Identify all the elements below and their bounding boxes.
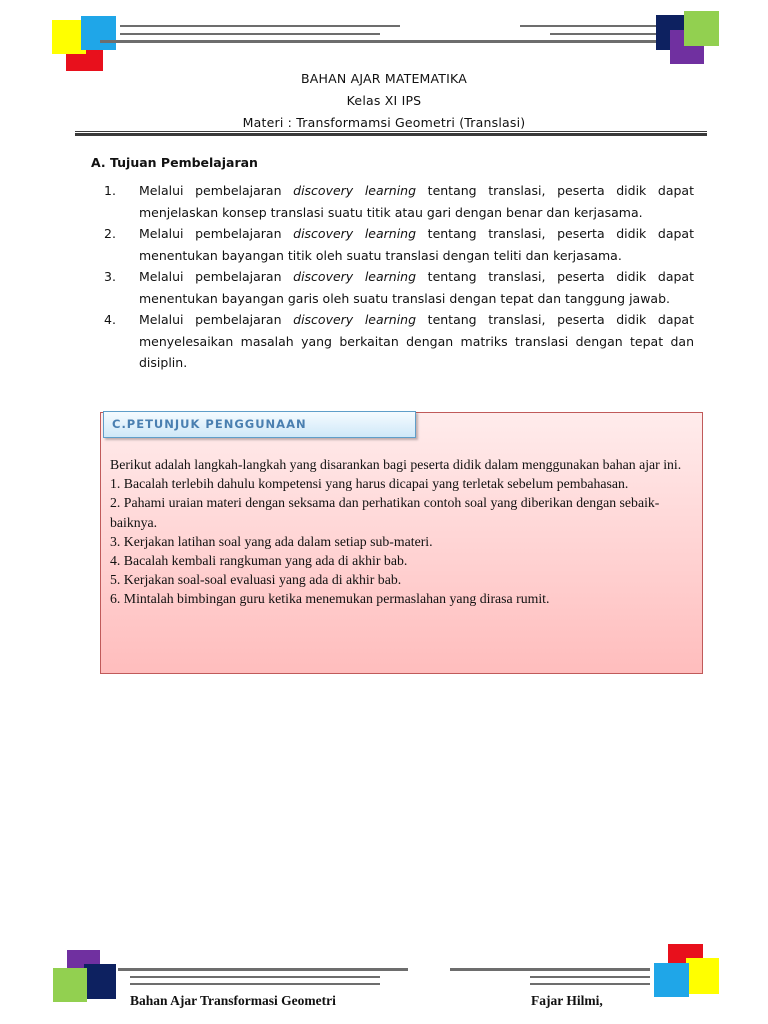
header-line: [120, 33, 380, 35]
item-text: Melalui pembelajaran discovery learning tentang translasi, peserta didik dapat menjelaskan konsep translasi suatu titik atau gari dengan benar dan kerjasama.: [139, 183, 694, 220]
item-text: Melalui pembelajaran discovery learning tentang translasi, peserta didik dapat menyelesaikan masalah yang berkaitan dengan matriks translasi dengan tepat dan disiplin.: [139, 312, 694, 370]
header-line: [550, 33, 660, 35]
header-line: [120, 25, 400, 27]
footer-title: Bahan Ajar Transformasi Geometri: [130, 993, 336, 1008]
item-number: 3.: [104, 269, 116, 284]
item-number: 1.: [104, 183, 116, 198]
deco-square-cyan: [81, 16, 116, 50]
instruction-line: 6. Mintalah bimbingan guru ketika menemukan permaslahan yang dirasa rumit.: [110, 591, 550, 607]
header-rule: [75, 131, 707, 132]
item-text: Melalui pembelajaran discovery learning tentang translasi, peserta didik dapat menentukan bayangan garis oleh suatu translasi dengan tepat dan tanggung jawab.: [139, 269, 694, 306]
item-number: 2.: [104, 226, 116, 241]
document-class: Kelas XI IPS: [346, 93, 422, 108]
instruction-line: Berikut adalah langkah-langkah yang disarankan bagi peserta didik dalam menggunakan bahan ajar ini.: [110, 457, 682, 472]
document-materi: Materi : Transformamsi Geometri (Translasi): [242, 115, 526, 130]
deco-square-navy: [84, 964, 116, 999]
list-item: [104, 180, 694, 223]
deco-square-green: [684, 11, 719, 46]
deco-square-yellow: [686, 958, 719, 994]
list-item: [104, 266, 694, 309]
list-item: [104, 309, 694, 374]
footer-line: [530, 976, 650, 978]
footer-line: [530, 983, 650, 985]
footer-line: [130, 983, 380, 985]
header-line: [520, 25, 660, 27]
section-heading: A. Tujuan Pembelajaran: [91, 155, 258, 170]
instruction-line: 5. Kerjakan soal-soal evaluasi yang ada di akhir bab.: [110, 572, 402, 588]
instruction-line: 2. Pahami uraian materi dengan seksama dan perhatikan contoh soal yang diberikan dengan sebaik-baiknya.: [110, 495, 660, 530]
item-number: 4.: [104, 312, 116, 327]
list-item: [104, 223, 694, 266]
instructions-body: [110, 455, 696, 609]
instructions-title: C.PETUNJUK PENGGUNAAN: [103, 411, 416, 438]
objectives-list: [104, 180, 694, 374]
footer-line: [118, 968, 408, 971]
instruction-line: 3. Kerjakan latihan soal yang ada dalam setiap sub-materi.: [110, 533, 433, 549]
document-header: [0, 68, 768, 134]
document-title: BAHAN AJAR MATEMATIKA: [301, 71, 467, 86]
footer-line: [130, 976, 380, 978]
instruction-line: 1. Bacalah terlebih dahulu kompetensi yang harus dicapai yang terletak sebelum pembahasan.: [110, 476, 629, 492]
footer-line: [450, 968, 650, 971]
instruction-line: 4. Bacalah kembali rangkuman yang ada di akhir bab.: [110, 553, 408, 569]
deco-square-green: [53, 968, 87, 1002]
deco-square-cyan: [654, 963, 689, 997]
item-text: Melalui pembelajaran discovery learning tentang translasi, peserta didik dapat menentukan bayangan titik oleh suatu translasi dengan teliti dan kerjasama.: [139, 226, 694, 263]
header-line: [100, 40, 660, 43]
header-rule: [75, 133, 707, 136]
footer-author: Fajar Hilmi,: [531, 993, 603, 1008]
